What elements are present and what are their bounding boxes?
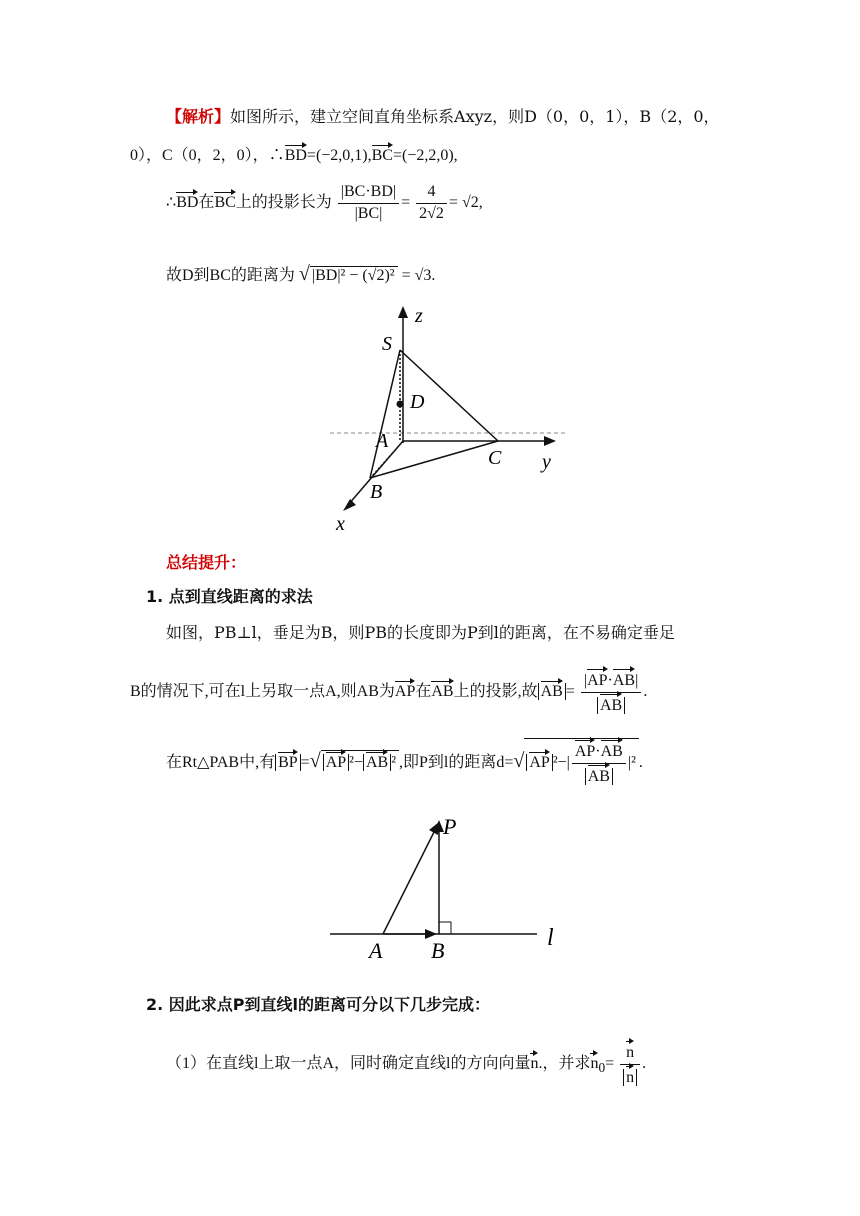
x-axis-arrow	[343, 499, 356, 511]
bc-value: =(−2,2,0),	[392, 147, 458, 164]
analysis-tag: 【解析】	[166, 107, 231, 126]
vector-n: n	[626, 1065, 634, 1089]
vector-bd: BD	[285, 144, 307, 165]
label-b: B	[431, 938, 445, 963]
right-angle-mark	[439, 922, 451, 934]
p1-text-c: 上的投影,故	[453, 682, 538, 700]
vector-ab: AB	[601, 739, 623, 763]
equals-sign: =	[401, 193, 411, 211]
vector-ab: AB	[613, 668, 635, 692]
p1-line-1: 如图，PB⊥l，垂足为B，则PB的长度即为P到l的距离，在不易确定垂足	[166, 623, 675, 642]
analysis-line-4	[166, 262, 435, 286]
rt-text: 在Rt△PAB中,有	[166, 753, 276, 771]
fraction-denominator: |BC|	[354, 204, 383, 222]
analysis-text-1: 如图所示，建立空间直角坐标系Axyz，则D（0，0，1），B（2，0，	[230, 107, 720, 126]
label-b: B	[370, 481, 383, 503]
p1-line-3: 在Rt△PAB中,有 BP =√ AP ²− AB ² ,即P到l的距离d=√ AP ²−| $\frac{AP\cdot AB}{AB}$ |² .	[166, 738, 643, 788]
radical-sign: √	[298, 263, 310, 285]
bd-value: =(−2,0,1),	[306, 147, 372, 164]
text-zai: 在	[198, 193, 215, 211]
distance-text: 故D到BC的距离为	[166, 267, 295, 284]
vector-ap: AP	[395, 680, 415, 701]
vector-ap: AP	[529, 751, 549, 772]
label-x: x	[336, 513, 345, 535]
projection-fraction	[338, 182, 399, 225]
vector-bp: BP	[278, 751, 298, 772]
vector-bc: BC	[214, 191, 235, 212]
label-c: C	[488, 447, 502, 469]
label-l: l	[547, 925, 554, 951]
label-d: D	[410, 391, 425, 413]
inner-fraction: $\frac{AP\cdot AB}{AB}$	[572, 739, 626, 788]
summary-title: 总结提升：	[166, 553, 247, 572]
coordinate-figure	[330, 300, 580, 535]
vector-ap: AP	[326, 751, 346, 772]
vector-bc: BC	[372, 144, 393, 165]
vector-n: n	[626, 1040, 634, 1064]
step1-text-a: （1）在直线l上取一点A，同时确定直线l的方向向量	[166, 1054, 531, 1072]
label-s: S	[382, 333, 392, 355]
therefore-symbol: ∴	[166, 193, 177, 211]
vector-bd: BD	[176, 191, 198, 212]
text-projection: 上的投影长为	[235, 193, 332, 211]
p1-text-b: 在	[415, 682, 432, 700]
projection-formula: $\frac{|AP\cdot AB|}{AB}$	[581, 668, 641, 717]
four-over-two-root-two	[416, 182, 447, 225]
item2-title: 2. 因此求点P到直线l的距离可分以下几步完成：	[146, 995, 490, 1014]
y-axis-arrow	[544, 436, 556, 446]
z-axis-arrow	[398, 306, 408, 318]
unit-vector-fraction	[620, 1040, 640, 1089]
vector-n0: n	[590, 1052, 598, 1073]
label-a: A	[369, 938, 383, 963]
vector-ab: AB	[366, 751, 388, 772]
sb-edge	[370, 350, 400, 478]
result-root-two: = √2,	[448, 193, 483, 211]
step1-text-b: ，并求	[542, 1054, 591, 1072]
vector-ab: AB	[600, 693, 622, 717]
vector-ab: AB	[431, 680, 453, 701]
vector-ab: AB	[588, 764, 610, 788]
distance-expression: |BD|² − (√2)²	[310, 266, 398, 285]
analysis-line-2	[130, 142, 458, 165]
distance-result: = √3.	[401, 267, 436, 284]
label-a: A	[376, 430, 389, 452]
n0-subscript: 0	[598, 1060, 606, 1076]
segment-ap	[383, 830, 435, 934]
vector-ab-abs: AB	[541, 680, 563, 701]
fraction-numerator: |BC·BD|	[338, 182, 399, 204]
label-z: z	[415, 305, 423, 327]
point-d	[397, 401, 404, 408]
fraction-numerator: 4	[416, 182, 447, 204]
fraction-denominator: 2√2	[419, 204, 444, 222]
bc-edge	[370, 441, 498, 478]
vector-ap: AP	[575, 739, 595, 763]
p1-line-2: B的情况下,可在l上另取一点A,则AB为AP在AB上的投影,故 AB = $\frac{|AP\cdot AB|}{AB}$ .	[130, 668, 647, 717]
label-y: y	[542, 451, 551, 473]
p1-text-a: B的情况下,可在l上另取一点A,则AB为	[130, 682, 395, 700]
vector-n: n	[530, 1052, 538, 1073]
analysis-line-3	[166, 182, 483, 225]
analysis-text-2: 0），C（0，2，0），∴	[130, 147, 285, 164]
analysis-line-1	[166, 104, 720, 127]
label-p: P	[443, 814, 457, 839]
step1-line: （1）在直线l上取一点A，同时确定直线l的方向向量n.，并求$n_0=$ $\frac{n}{n}$ .	[166, 1040, 646, 1089]
distance-figure	[325, 808, 565, 968]
distance-d-text: ,即P到l的距离d=	[399, 753, 514, 771]
item1-title: 1. 点到直线距离的求法	[146, 587, 313, 606]
vector-ap: AP	[587, 668, 607, 692]
